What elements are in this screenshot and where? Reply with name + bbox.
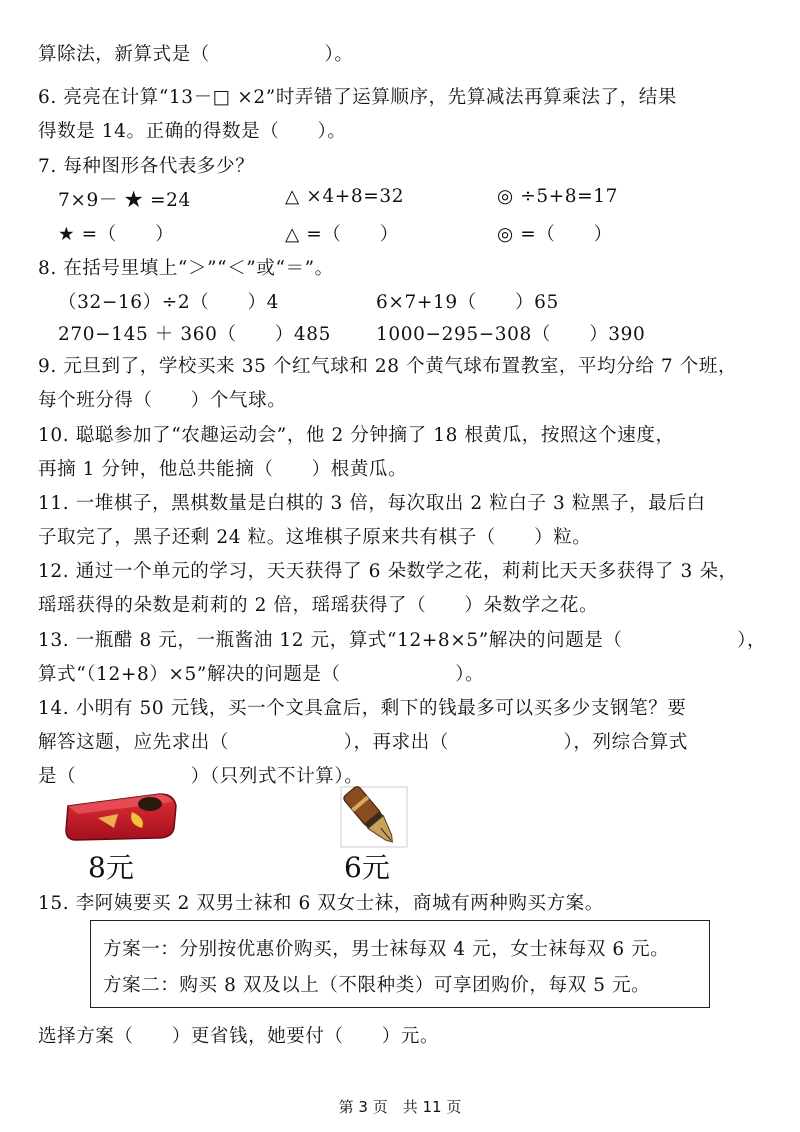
q7-equation-star: 7×9－ ★ =24 bbox=[58, 190, 191, 211]
question-9-line-1: 9. 元旦到了，学校买来 35 个红气球和 28 个黄气球布置教室，平均分给 7 个班， bbox=[38, 356, 738, 377]
question-6-line-1: 6. 亮亮在计算“13－□ ×2”时弄错了运算顺序，先算减法再算乘法了，结果 bbox=[38, 87, 677, 108]
line-1: 算除法，新算式是（ ）。 bbox=[38, 44, 354, 65]
question-13-line-1: 13. 一瓶醋 8 元，一瓶酱油 12 元，算式“12+8×5”解决的问题是（ ）， bbox=[38, 630, 767, 651]
q8-item-b: 6×7+19（ ）65 bbox=[376, 292, 559, 313]
q7-answer-circle: ◎ =（ ） bbox=[497, 224, 613, 245]
plan-2: 方案二：购买 8 双及以上（不限种类）可享团购价，每双 5 元。 bbox=[103, 975, 651, 996]
question-15: 15. 李阿姨要买 2 双男士袜和 6 双女士袜，商城有两种购买方案。 bbox=[38, 893, 604, 914]
question-12-line-2: 瑶瑶获得的朵数是莉莉的 2 倍，瑶瑶获得了（ ）朵数学之花。 bbox=[38, 595, 599, 616]
q7-equation-circle: ◎ ÷5+8=17 bbox=[497, 186, 619, 207]
question-11-line-2: 子取完了，黑子还剩 24 粒。这堆棋子原来共有棋子（ ）粒。 bbox=[38, 527, 592, 548]
question-10-line-1: 10. 聪聪参加了“农趣运动会”，他 2 分钟摘了 18 根黄瓜，按照这个速度， bbox=[38, 425, 675, 446]
question-14-line-2: 解答这题，应先求出（ ），再求出（ ），列综合算式 bbox=[38, 732, 689, 753]
question-8: 8. 在括号里填上“＞”“＜”或“＝”。 bbox=[38, 258, 334, 279]
plan-1: 方案一：分别按优惠价购买，男士袜每双 4 元，女士袜每双 6 元。 bbox=[103, 939, 670, 960]
question-11-line-1: 11. 一堆棋子，黑棋数量是白棋的 3 倍，每次取出 2 粒白子 3 粒黑子，最后白 bbox=[38, 493, 706, 514]
question-15-answer: 选择方案（ ）更省钱，她要付（ ）元。 bbox=[38, 1026, 440, 1047]
q8-item-d: 1000−295−308（ ）390 bbox=[376, 324, 646, 345]
q7-answer-star: ★ =（ ） bbox=[58, 224, 175, 245]
page-footer: 第 3 页 共 11 页 bbox=[338, 1098, 462, 1116]
question-10-line-2: 再摘 1 分钟，他总共能摘（ ）根黄瓜。 bbox=[38, 459, 408, 480]
fountain-pen-image bbox=[340, 786, 408, 848]
pencil-case-image bbox=[62, 788, 182, 844]
pencil-case-price: 8元 bbox=[88, 851, 134, 884]
question-12-line-1: 12. 通过一个单元的学习，天天获得了 6 朵数学之花，莉莉比天天多获得了 3 朵， bbox=[38, 561, 738, 582]
question-13-line-2: 算式“（12+8）×5”解决的问题是（ ）。 bbox=[38, 664, 485, 685]
plan-box bbox=[90, 920, 710, 1008]
q8-item-c: 270−145 ＋ 360（ ）485 bbox=[58, 324, 332, 345]
pen-price: 6元 bbox=[344, 851, 390, 884]
question-14-line-1: 14. 小明有 50 元钱，买一个文具盒后，剩下的钱最多可以买多少支钢笔？要 bbox=[38, 698, 687, 719]
q7-equation-triangle: △ ×4+8=32 bbox=[285, 186, 405, 207]
question-14-line-3: 是（ ）（只列式不计算）。 bbox=[38, 766, 364, 787]
question-6-line-2: 得数是 14。正确的得数是（ ）。 bbox=[38, 121, 347, 142]
question-7: 7. 每种图形各代表多少？ bbox=[38, 156, 255, 177]
question-9-line-2: 每个班分得（ ）个气球。 bbox=[38, 390, 287, 411]
q8-item-a: （32−16）÷2（ ）4 bbox=[58, 292, 280, 313]
q7-answer-triangle: △ =（ ） bbox=[285, 224, 399, 245]
